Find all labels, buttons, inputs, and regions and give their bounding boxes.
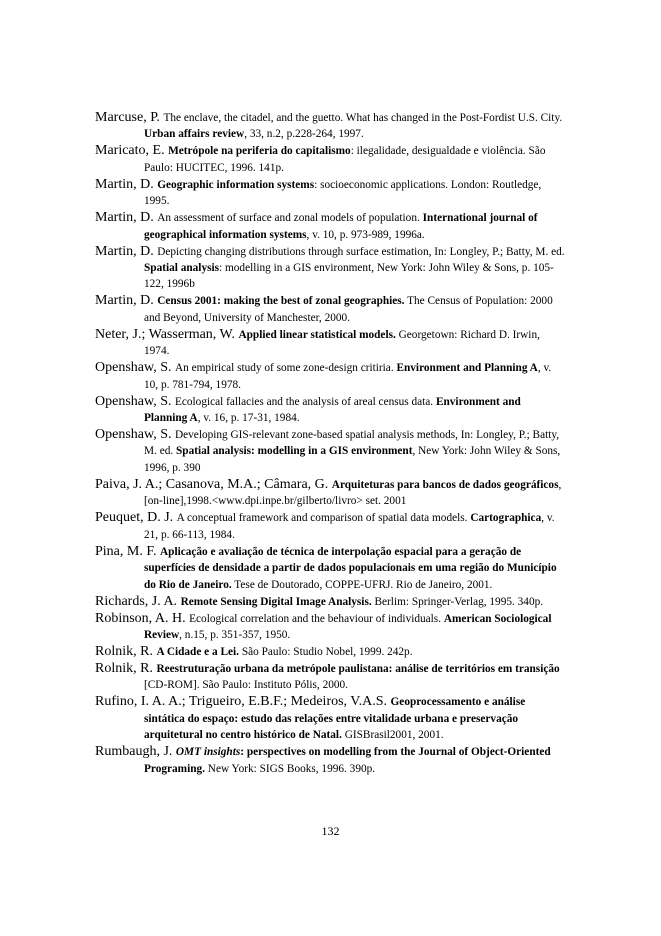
reference-author: Openshaw, S. [95,427,175,443]
reference-text: Ecological fallacies and the analysis of areal census data. [174,395,436,408]
reference-author: Marcuse, P. [95,110,164,125]
reference-text: Remote Sensing Digital Image Analysis. [180,595,372,608]
reference-text: , 33, n.2, p.228-264, 1997. [244,128,364,141]
reference-text: , v. 10, p. 781-794, 1978. [144,362,552,391]
reference-text: São Paulo: Studio Nobel, 1999. 242p. [239,645,413,658]
reference-author: Rumbaugh, J. [95,744,176,760]
reference-text: , v. 10, p. 973-989, 1996a. [306,228,425,241]
reference-text: An assessment of surface and zonal models of population. [157,212,423,225]
reference-author: Peuquet, D. J. [95,510,177,526]
page-number: 132 [321,824,340,838]
reference-text: Metrópole na periferia do capitalismo [168,145,351,158]
reference-entry [95,360,565,393]
reference-entry [95,644,565,660]
reference-text: American Sociological Review [144,612,552,641]
reference-entry [95,544,565,593]
reference-entry [95,293,565,326]
reference-text: Ecological correlation and the behaviour of individuals. [189,612,444,625]
reference-author: Martin, D. [95,176,158,192]
reference-text: Tese de Doutorado, COPPE-UFRJ. Rio de Janeiro, 2001. [231,578,493,591]
reference-text: A Cidade e a Lei. [156,645,239,658]
reference-entry [95,177,565,210]
reference-text: A conceptual framework and comparison of spatial data models. [176,512,471,525]
reference-text: Berlim: Springer-Verlag, 1995. 340p. [371,595,544,608]
reference-text: OMT insights [175,746,241,759]
reference-text: Reestruturação urbana da metrópole paulistana: análise de territórios em transição [156,662,560,675]
reference-author: Neter, J.; Wasserman, W. [95,326,239,342]
reference-text: Applied linear statistical models. [238,328,396,341]
reference-text: Cartographica [470,512,542,525]
reference-author: Robinson, A. H. [95,610,190,626]
reference-text: , n.15, p. 351-357, 1950. [179,628,291,641]
reference-text: Spatial analysis: modelling in a GIS environment [176,445,413,458]
reference-entry [95,477,565,510]
reference-author: Openshaw, S. [95,393,175,409]
reference-text: : socioeconomic applications. London: Routledge, 1995. [144,178,542,208]
reference-text: Georgetown: Richard D. Irwin, 1974. [144,328,540,358]
reference-entry [95,427,565,476]
reference-text: Developing GIS-relevant zone-based spatial analysis methods, In: Longley, P.; Batty, M. ed. [144,429,560,458]
reference-author: Martin, D. [95,210,158,226]
reference-text: An empirical study of some zone-design critiria. [174,362,397,375]
reference-author: Rolnik, R. [95,643,157,659]
reference-text: International journal of geographical information systems [144,212,538,241]
reference-author: Rolnik, R. [95,660,157,676]
reference-author: Martin, D. [95,293,158,309]
reference-text: Census 2001: making the best of zonal geographies. [157,295,405,308]
reference-text: , v. 21, p. 66-113, 1984. [144,512,555,541]
reference-author: Richards, J. A. [95,593,181,609]
reference-entry [95,244,565,293]
reference-author: Paiva, J. A.; Casanova, M.A.; Câmara, G. [95,476,332,492]
reference-text: The Census of Population: 2000 and Beyond, University of Manchester, 2000. [144,295,553,324]
reference-entry [95,744,565,777]
reference-text: GISBrasil2001, 2001. [341,729,444,742]
reference-text: Depicting changing distributions through surface estimation, In: Longley, P.; Batty, M. ed. [157,245,565,258]
reference-text: ,[on-line],1998.<www.dpi.inpe.br/gilberto/livro> set. 2001 [144,478,562,508]
reference-entry [95,394,565,427]
reference-text: : ilegalidade, desigualdade e violência. São Paulo: HUCITEC, 1996. 141p. [144,145,546,174]
reference-author: Martin, D. [95,243,158,259]
reference-entry [95,594,565,610]
reference-author: Maricato, E. [95,143,169,159]
reference-entry [95,661,565,694]
reference-text: Arquiteturas para bancos de dados geográficos [331,478,559,491]
reference-text: [CD-ROM]. São Paulo: Instituto Pólis, 2000. [144,679,348,692]
reference-text: Geographic information systems [157,178,315,191]
reference-text: : perspectives on modelling from the Journal of Object-Oriented Programing. [144,746,551,775]
reference-text: Geoprocessamento e análise sintática do espaço: estudo das relações entre vitalidade urbana e preservação arquitetural no centro histórico de Natal. [144,696,526,742]
reference-author: Openshaw, S. [95,360,175,376]
reference-author: Rufino, I. A. A.; Trigueiro, E.B.F.; Medeiros, V.A.S. [95,694,391,710]
reference-list [95,110,565,778]
reference-text: Spatial analysis [144,262,220,275]
reference-text: Aplicação e avaliação de técnica de interpolação espacial para a geração de superfícies de densidade a partir de dados populacionais em uma região do Município do Rio de Janeiro. [144,545,557,591]
reference-text: : modelling in a GIS environment, New York: John Wiley & Sons, p. 105-122, 1996b [144,262,554,291]
reference-text: New York: SIGS Books, 1996. 390p. [204,762,376,775]
reference-text: Environment and Planning A [144,395,521,425]
reference-entry [95,110,565,143]
reference-text: , v. 16, p. 17-31, 1984. [197,412,300,425]
reference-entry [95,143,565,176]
reference-entry [95,694,565,743]
reference-text: The enclave, the citadel, and the guetto. What has changed in the Post-Fordist U.S. City. [163,112,563,124]
reference-text: , New York: John Wiley & Sons, 1996, p. 390 [144,445,561,474]
reference-entry [95,611,565,644]
reference-entry [95,510,565,543]
reference-text: Environment and Planning A [396,362,538,375]
reference-author: Pina, M. F. [95,543,161,559]
reference-entry [95,210,565,243]
reference-entry [95,327,565,360]
reference-text: Urban affairs review [144,128,245,141]
